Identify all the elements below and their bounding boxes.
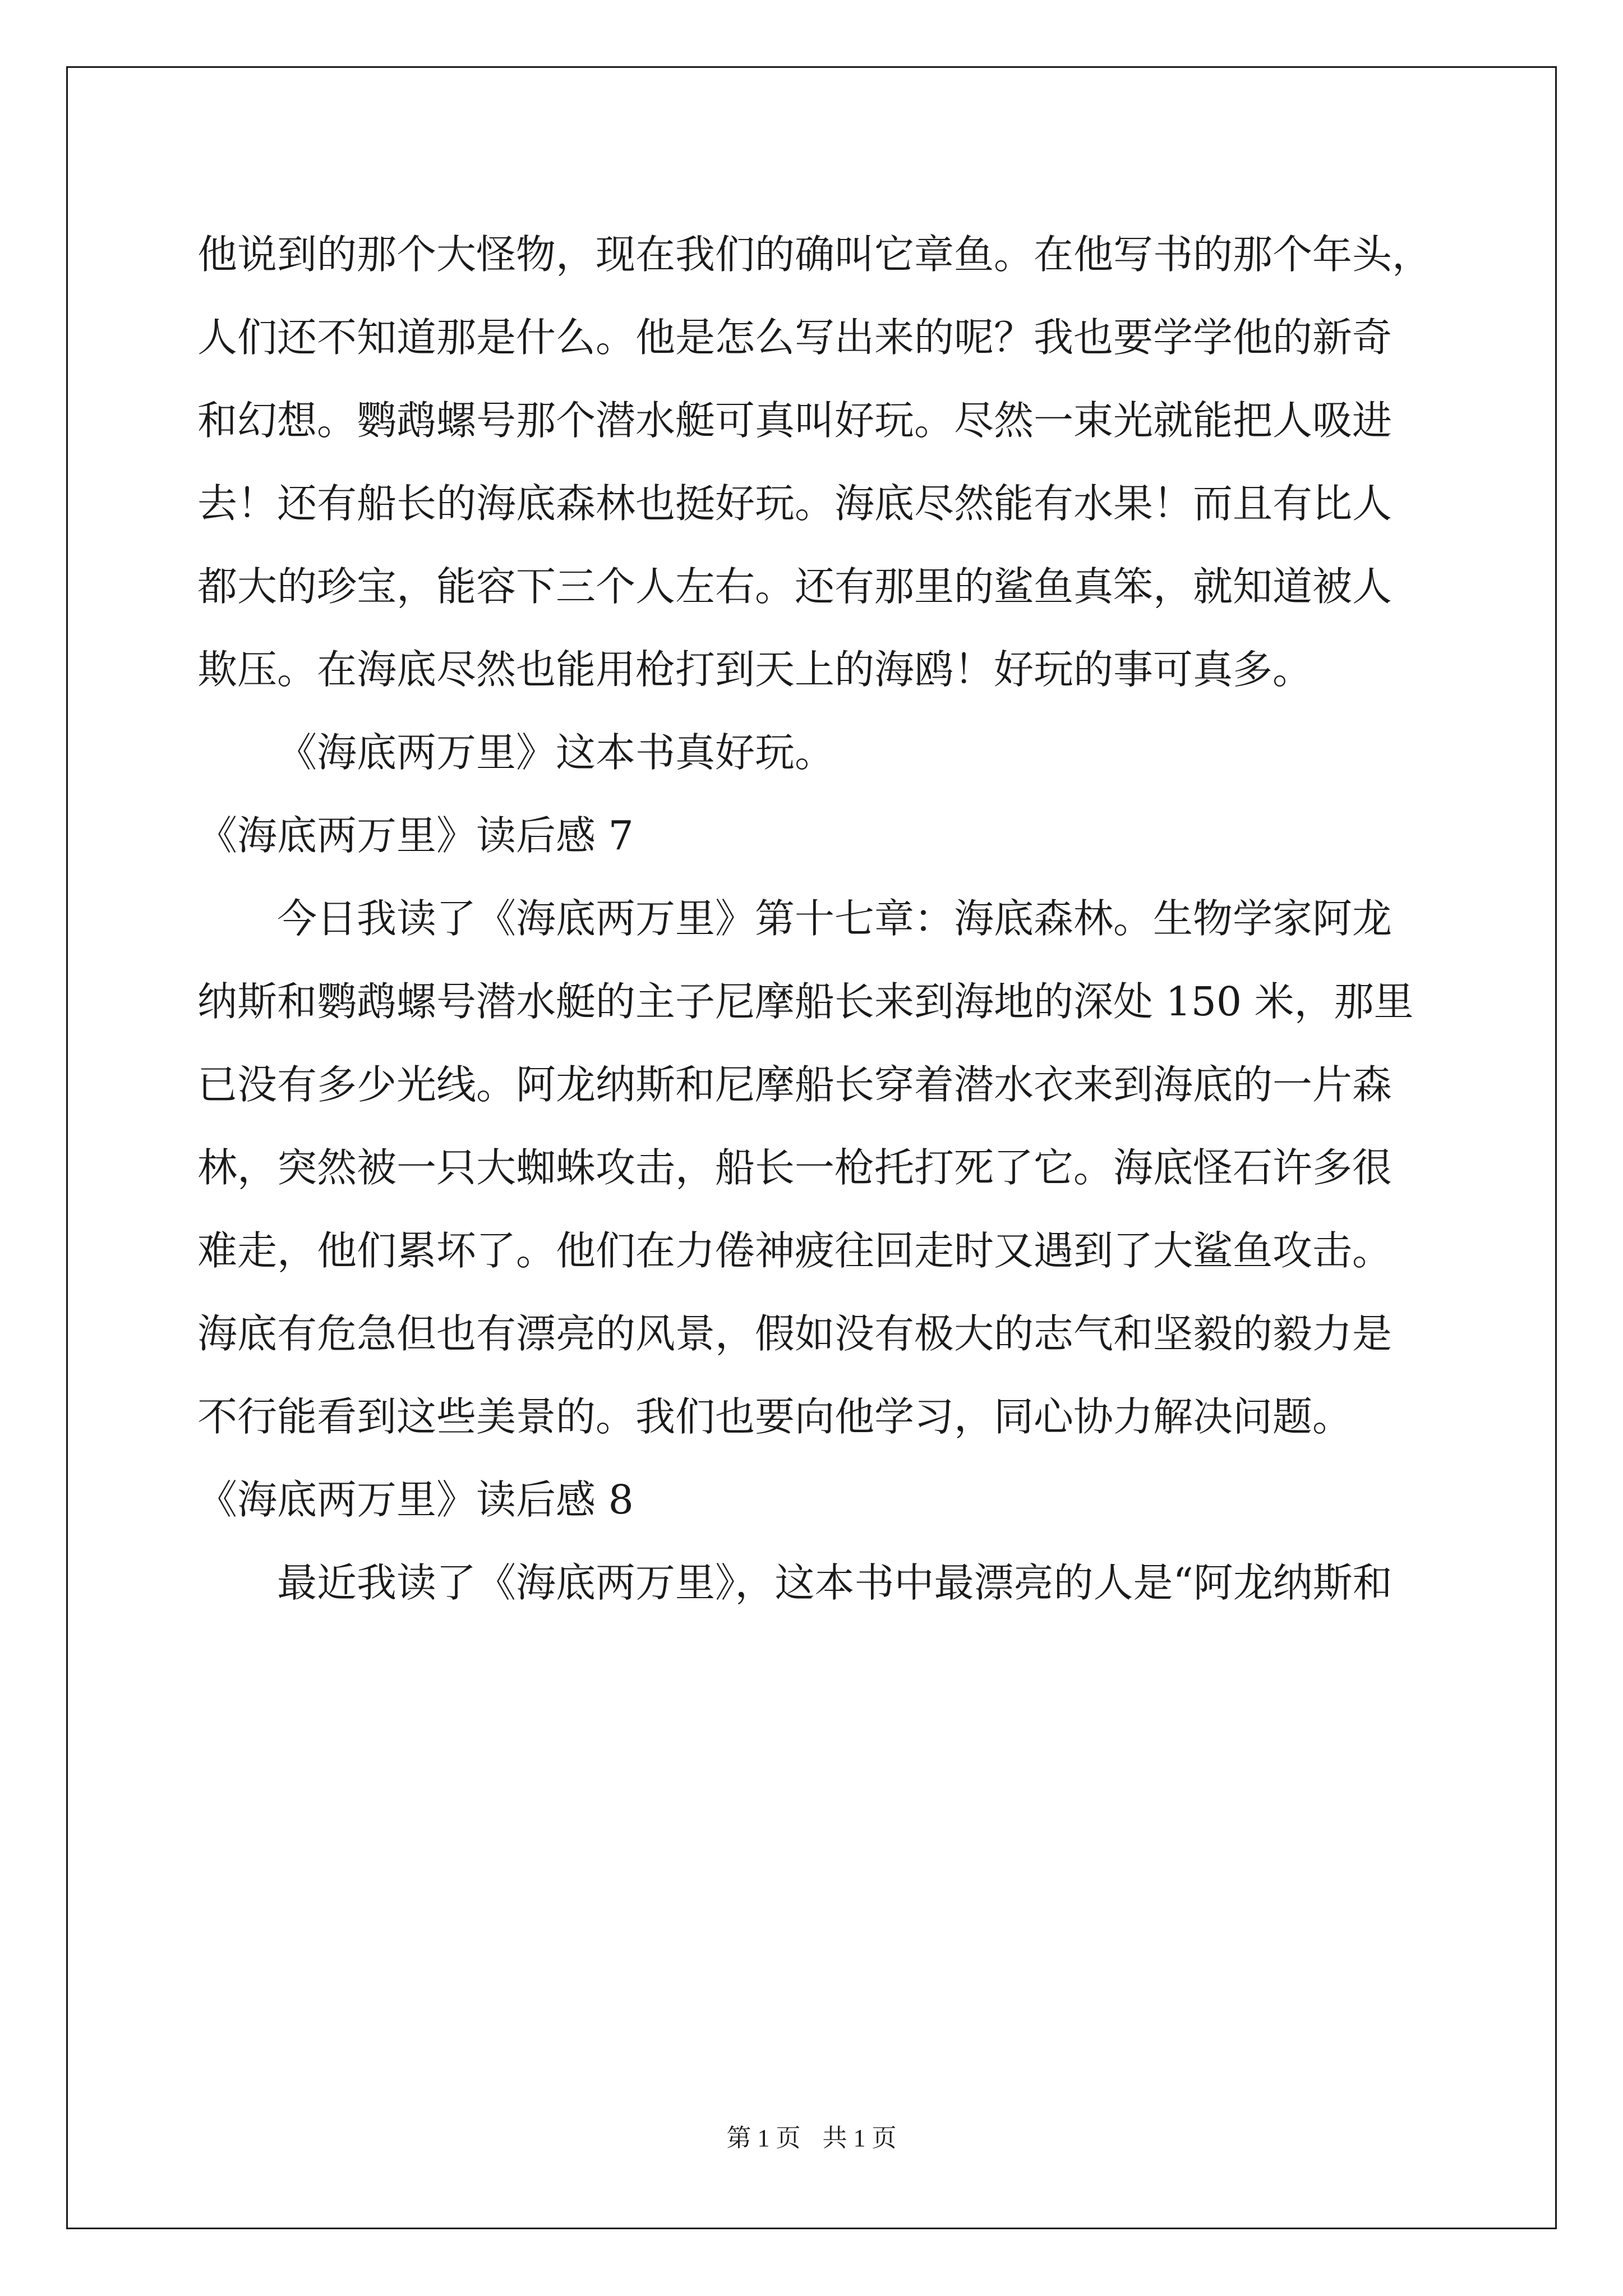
- document-body: [197, 213, 1431, 1625]
- text-line: 都大的珍宝，能容下三个人左右。还有那里的鲨鱼真笨，就知道被人: [197, 563, 1393, 610]
- text-line: 今日我读了《海底两万里》第十七章：海底森林。生物学家阿龙: [277, 895, 1393, 942]
- text-line: 海底有危急但也有漂亮的风景，假如没有极大的志气和坚毅的毅力是: [197, 1310, 1393, 1357]
- page-total: 共 1 页: [822, 2124, 897, 2152]
- text-line: 人们还不知道那是什么。他是怎么写出来的呢？我也要学学他的新奇: [197, 314, 1393, 361]
- text-line: 不行能看到这些美景的。我们也要向他学习，同心协力解决问题。: [197, 1393, 1353, 1440]
- text-line: 欺压。在海底尽然也能用枪打到天上的海鸥！好玩的事可真多。: [197, 646, 1313, 693]
- text-line: 最近我读了《海底两万里》，这本书中最漂亮的人是“阿龙纳斯和: [277, 1559, 1393, 1606]
- section-heading: 《海底两万里》读后感 8: [197, 1476, 634, 1523]
- page-footer: [0, 2118, 1623, 2154]
- text-line: 难走，他们累坏了。他们在力倦神疲往回走时又遇到了大鲨鱼攻击。: [197, 1227, 1393, 1274]
- text-line: 《海底两万里》这本书真好玩。: [277, 729, 835, 776]
- text-line: 纳斯和鹦鹉螺号潜水艇的主子尼摩船长来到海地的深处 150 米，那里: [197, 978, 1414, 1025]
- text-line: 他说到的那个大怪物，现在我们的确叫它章鱼。在他写书的那个年头，: [197, 231, 1432, 278]
- text-line: 去！还有船长的海底森林也挺好玩。海底尽然能有水果！而且有比人: [197, 480, 1393, 527]
- text-line: 和幻想。鹦鹉螺号那个潜水艇可真叫好玩。尽然一束光就能把人吸进: [197, 397, 1393, 444]
- section-heading: 《海底两万里》读后感 7: [197, 812, 634, 859]
- text-line: 已没有多少光线。阿龙纳斯和尼摩船长穿着潜水衣来到海底的一片森: [197, 1061, 1393, 1108]
- page-number: 第 1 页: [726, 2124, 801, 2152]
- text-line: 林，突然被一只大蜘蛛攻击，船长一枪托打死了它。海底怪石许多很: [197, 1144, 1393, 1191]
